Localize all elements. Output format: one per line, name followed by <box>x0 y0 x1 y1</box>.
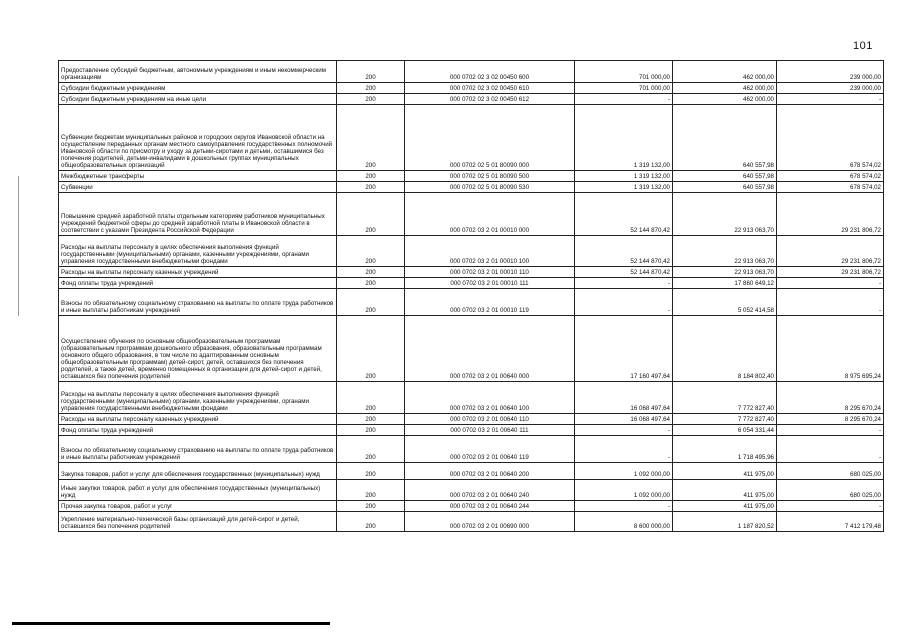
row-name-cell: Закупка товаров, работ и услуг для обеспечения государственных (муниципальных) нужд <box>59 463 337 480</box>
row-code-cell: 200 <box>337 278 405 289</box>
row-classification-code-cell: 000 0702 03 2 01 00640 119 <box>405 436 575 463</box>
row-code-cell: 200 <box>337 463 405 480</box>
row-name-cell: Фонд оплаты труда учреждений <box>59 278 337 289</box>
row-classification-code-cell: 000 0702 03 2 01 00010 000 <box>405 193 575 236</box>
row-name-cell: Укрепление материально-технической базы организаций для детей-сирот и детей, оставшихся без попечения родителей <box>59 512 337 532</box>
row-classification-code-cell: 000 0702 03 2 01 00640 244 <box>405 501 575 512</box>
row-name-cell: Расходы на выплаты персоналу казенных учреждений <box>59 414 337 425</box>
row-name-cell: Иные закупки товаров, работ и услуг для обеспечения государственных (муниципальных) нужд <box>59 480 337 501</box>
row-name-cell: Осуществление обучения по основным общеобразовательным программам (образовательным программам дошкольного образования, образовательным программам основного общего образования, в том числе по адаптированным основным общеобразовательным программам) детей-сирот, детей, оставшихся без попечения родителей, а также детей, временно помещенных в организации для детей-сирот и детей, оставшихся без попечения родителей <box>59 316 337 382</box>
scan-margin-line <box>18 176 19 316</box>
table-row <box>59 267 884 278</box>
row-approved-amount-cell: 52 144 870,42 <box>575 193 673 236</box>
row-executed-amount-cell: 22 913 063,70 <box>673 267 777 278</box>
row-name-cell: Субсидии бюджетным учреждениям на иные цели <box>59 94 337 105</box>
row-executed-amount-cell: 6 054 331,44 <box>673 425 777 436</box>
page-number: 101 <box>853 40 873 52</box>
row-executed-amount-cell: 22 913 063,70 <box>673 236 777 267</box>
row-unexecuted-amount-cell: 678 574,02 <box>777 171 884 182</box>
table-row <box>59 436 884 463</box>
budget-execution-table <box>58 60 884 532</box>
row-approved-amount-cell: - <box>575 94 673 105</box>
table-row <box>59 105 884 171</box>
row-unexecuted-amount-cell: - <box>777 436 884 463</box>
row-unexecuted-amount-cell: - <box>777 501 884 512</box>
row-code-cell: 200 <box>337 105 405 171</box>
row-approved-amount-cell: 17 160 497,64 <box>575 316 673 382</box>
row-executed-amount-cell: 5 052 414,58 <box>673 289 777 316</box>
row-code-cell: 200 <box>337 94 405 105</box>
row-unexecuted-amount-cell: 680 025,00 <box>777 463 884 480</box>
row-unexecuted-amount-cell: 678 574,02 <box>777 182 884 193</box>
row-unexecuted-amount-cell: - <box>777 94 884 105</box>
row-approved-amount-cell: - <box>575 278 673 289</box>
row-approved-amount-cell: 8 600 000,00 <box>575 512 673 532</box>
row-name-cell: Субвенции бюджетам муниципальных районов и городских округов Ивановской области на осуществление переданных органам местного самоуправления государственных полномочий Ивановской области по присмотру и уходу за детьми-сиротами и детьми, оставшимися без попечения родителей, детьми-инвалидами в дошкольных группах муниципальных общеобразовательных организаций <box>59 105 337 171</box>
row-approved-amount-cell: - <box>575 425 673 436</box>
row-name-cell: Прочая закупка товаров, работ и услуг <box>59 501 337 512</box>
row-classification-code-cell: 000 0702 03 2 01 00640 000 <box>405 316 575 382</box>
row-name-cell: Взносы по обязательному социальному страхованию на выплаты по оплате труда работников и иные выплаты работникам учреждений <box>59 436 337 463</box>
row-code-cell: 200 <box>337 414 405 425</box>
row-approved-amount-cell: 16 068 497,64 <box>575 414 673 425</box>
row-unexecuted-amount-cell: 8 295 670,24 <box>777 414 884 425</box>
table-row <box>59 512 884 532</box>
row-name-cell: Взносы по обязательному социальному страхованию на выплаты по оплате труда работников и иные выплаты работникам учреждений <box>59 289 337 316</box>
row-executed-amount-cell: 462 000,00 <box>673 83 777 94</box>
table-row <box>59 182 884 193</box>
row-executed-amount-cell: 1 187 820,52 <box>673 512 777 532</box>
row-classification-code-cell: 000 0702 03 2 01 00640 200 <box>405 463 575 480</box>
row-classification-code-cell: 000 0702 02 3 02 00450 610 <box>405 83 575 94</box>
row-approved-amount-cell: 1 092 000,00 <box>575 480 673 501</box>
table-row <box>59 501 884 512</box>
row-unexecuted-amount-cell: 29 231 806,72 <box>777 193 884 236</box>
row-unexecuted-amount-cell: 7 412 179,48 <box>777 512 884 532</box>
table-row <box>59 94 884 105</box>
row-name-cell: Расходы на выплаты персоналу казенных учреждений <box>59 267 337 278</box>
row-code-cell: 200 <box>337 193 405 236</box>
row-name-cell: Повышение средней заработной платы отдельным категориям работников муниципальных учреждений бюджетной сферы до средней заработной платы в Ивановской области в соответствии с указами Президента Российской Федерации <box>59 193 337 236</box>
row-classification-code-cell: 000 0702 02 5 01 80090 530 <box>405 182 575 193</box>
row-classification-code-cell: 000 0702 03 2 01 00010 100 <box>405 236 575 267</box>
row-classification-code-cell: 000 0702 03 2 01 00640 111 <box>405 425 575 436</box>
row-unexecuted-amount-cell: 8 975 695,24 <box>777 316 884 382</box>
table-body <box>59 61 884 532</box>
row-classification-code-cell: 000 0702 02 5 01 80090 500 <box>405 171 575 182</box>
row-executed-amount-cell: 7 772 827,40 <box>673 382 777 414</box>
row-unexecuted-amount-cell: 239 000,00 <box>777 83 884 94</box>
table-row <box>59 289 884 316</box>
row-code-cell: 200 <box>337 436 405 463</box>
row-classification-code-cell: 000 0702 03 2 01 00640 100 <box>405 382 575 414</box>
row-classification-code-cell: 000 0702 03 2 01 00640 240 <box>405 480 575 501</box>
row-approved-amount-cell: 52 144 870,42 <box>575 267 673 278</box>
row-approved-amount-cell: - <box>575 436 673 463</box>
row-executed-amount-cell: 462 000,00 <box>673 61 777 83</box>
footer-rule <box>12 622 330 625</box>
row-code-cell: 200 <box>337 289 405 316</box>
row-classification-code-cell: 000 0702 03 2 01 00010 110 <box>405 267 575 278</box>
row-classification-code-cell: 000 0702 03 2 01 00010 119 <box>405 289 575 316</box>
table-row <box>59 414 884 425</box>
row-unexecuted-amount-cell: 8 295 670,24 <box>777 382 884 414</box>
row-classification-code-cell: 000 0702 02 3 02 00450 600 <box>405 61 575 83</box>
row-code-cell: 200 <box>337 61 405 83</box>
row-name-cell: Межбюджетные трансферты <box>59 171 337 182</box>
row-executed-amount-cell: 8 184 802,40 <box>673 316 777 382</box>
row-unexecuted-amount-cell: 239 000,00 <box>777 61 884 83</box>
table-row <box>59 83 884 94</box>
row-code-cell: 200 <box>337 512 405 532</box>
row-code-cell: 200 <box>337 236 405 267</box>
table-row <box>59 61 884 83</box>
row-executed-amount-cell: 640 557,98 <box>673 105 777 171</box>
table-row <box>59 382 884 414</box>
row-classification-code-cell: 000 0702 03 2 01 00640 110 <box>405 414 575 425</box>
table-row <box>59 463 884 480</box>
row-approved-amount-cell: 701 000,00 <box>575 61 673 83</box>
row-code-cell: 200 <box>337 182 405 193</box>
row-approved-amount-cell: 1 319 132,00 <box>575 182 673 193</box>
table-row <box>59 425 884 436</box>
row-executed-amount-cell: 640 557,98 <box>673 182 777 193</box>
row-classification-code-cell: 000 0702 03 2 01 00010 111 <box>405 278 575 289</box>
row-code-cell: 200 <box>337 83 405 94</box>
row-unexecuted-amount-cell: - <box>777 278 884 289</box>
table-row <box>59 278 884 289</box>
row-executed-amount-cell: 411 975,00 <box>673 501 777 512</box>
table-row <box>59 171 884 182</box>
row-approved-amount-cell: - <box>575 289 673 316</box>
row-code-cell: 200 <box>337 171 405 182</box>
row-executed-amount-cell: 462 000,00 <box>673 94 777 105</box>
row-classification-code-cell: 000 0702 02 3 02 00450 612 <box>405 94 575 105</box>
table-row <box>59 480 884 501</box>
row-classification-code-cell: 000 0702 03 2 01 00690 000 <box>405 512 575 532</box>
row-code-cell: 200 <box>337 425 405 436</box>
row-executed-amount-cell: 22 913 063,70 <box>673 193 777 236</box>
row-executed-amount-cell: 1 718 495,96 <box>673 436 777 463</box>
table-row <box>59 193 884 236</box>
row-executed-amount-cell: 640 557,98 <box>673 171 777 182</box>
row-approved-amount-cell: - <box>575 501 673 512</box>
row-approved-amount-cell: 52 144 870,42 <box>575 236 673 267</box>
row-code-cell: 200 <box>337 501 405 512</box>
row-unexecuted-amount-cell: - <box>777 289 884 316</box>
row-executed-amount-cell: 17 860 649,12 <box>673 278 777 289</box>
row-code-cell: 200 <box>337 316 405 382</box>
table-row <box>59 316 884 382</box>
row-code-cell: 200 <box>337 382 405 414</box>
row-executed-amount-cell: 7 772 827,40 <box>673 414 777 425</box>
row-unexecuted-amount-cell: 680 025,00 <box>777 480 884 501</box>
row-executed-amount-cell: 411 975,00 <box>673 463 777 480</box>
row-name-cell: Расходы на выплаты персоналу в целях обеспечения выполнения функций государственными (муниципальными) органами, казенными учреждениями, органами управления государственными внебюджетными фондами <box>59 236 337 267</box>
row-approved-amount-cell: 1 319 132,00 <box>575 171 673 182</box>
row-code-cell: 200 <box>337 480 405 501</box>
row-classification-code-cell: 000 0702 02 5 01 80090 000 <box>405 105 575 171</box>
row-approved-amount-cell: 1 092 000,00 <box>575 463 673 480</box>
row-code-cell: 200 <box>337 267 405 278</box>
row-name-cell: Фонд оплаты труда учреждений <box>59 425 337 436</box>
row-name-cell: Расходы на выплаты персоналу в целях обеспечения выполнения функций государственными (муниципальными) органами, казенными учреждениями, органами управления государственными внебюджетными фондами <box>59 382 337 414</box>
row-executed-amount-cell: 411 975,00 <box>673 480 777 501</box>
row-name-cell: Субсидии бюджетным учреждениям <box>59 83 337 94</box>
table-row <box>59 236 884 267</box>
row-unexecuted-amount-cell: 678 574,02 <box>777 105 884 171</box>
row-name-cell: Предоставление субсидий бюджетным, автономным учреждениям и иным некоммерческим организациям <box>59 61 337 83</box>
row-unexecuted-amount-cell: 29 231 806,72 <box>777 267 884 278</box>
row-approved-amount-cell: 701 000,00 <box>575 83 673 94</box>
row-unexecuted-amount-cell: - <box>777 425 884 436</box>
row-name-cell: Субвенции <box>59 182 337 193</box>
row-unexecuted-amount-cell: 29 231 806,72 <box>777 236 884 267</box>
row-approved-amount-cell: 1 319 132,00 <box>575 105 673 171</box>
row-approved-amount-cell: 16 068 497,64 <box>575 382 673 414</box>
